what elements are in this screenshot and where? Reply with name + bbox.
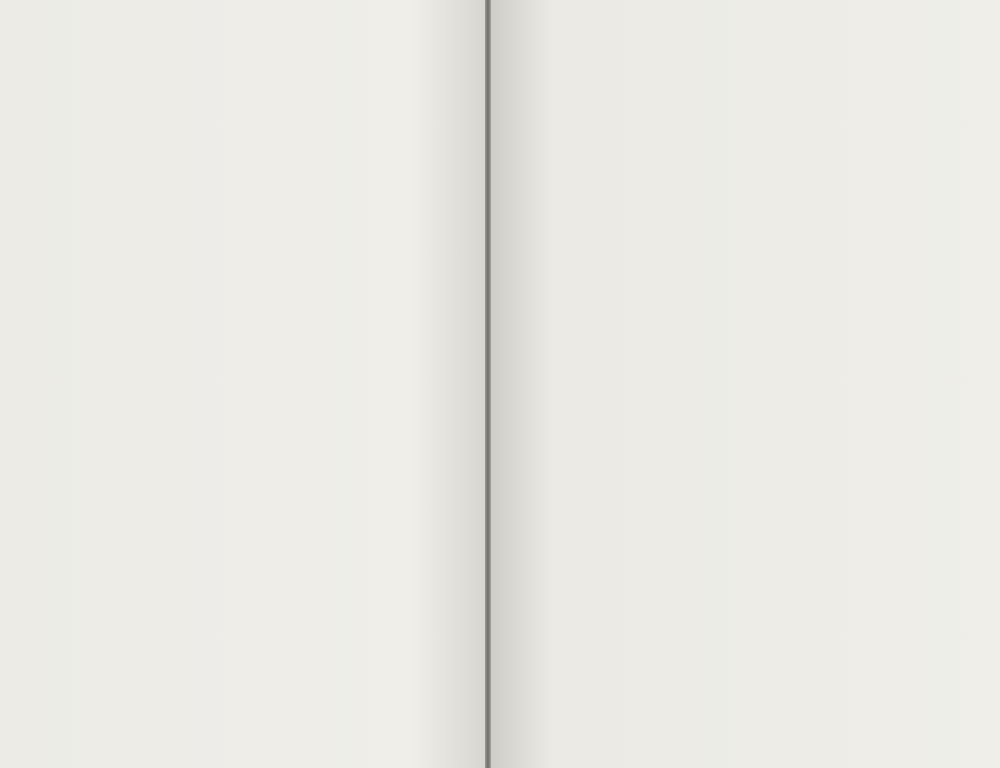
right-page: [491, 0, 1000, 768]
left-page: [0, 0, 485, 768]
